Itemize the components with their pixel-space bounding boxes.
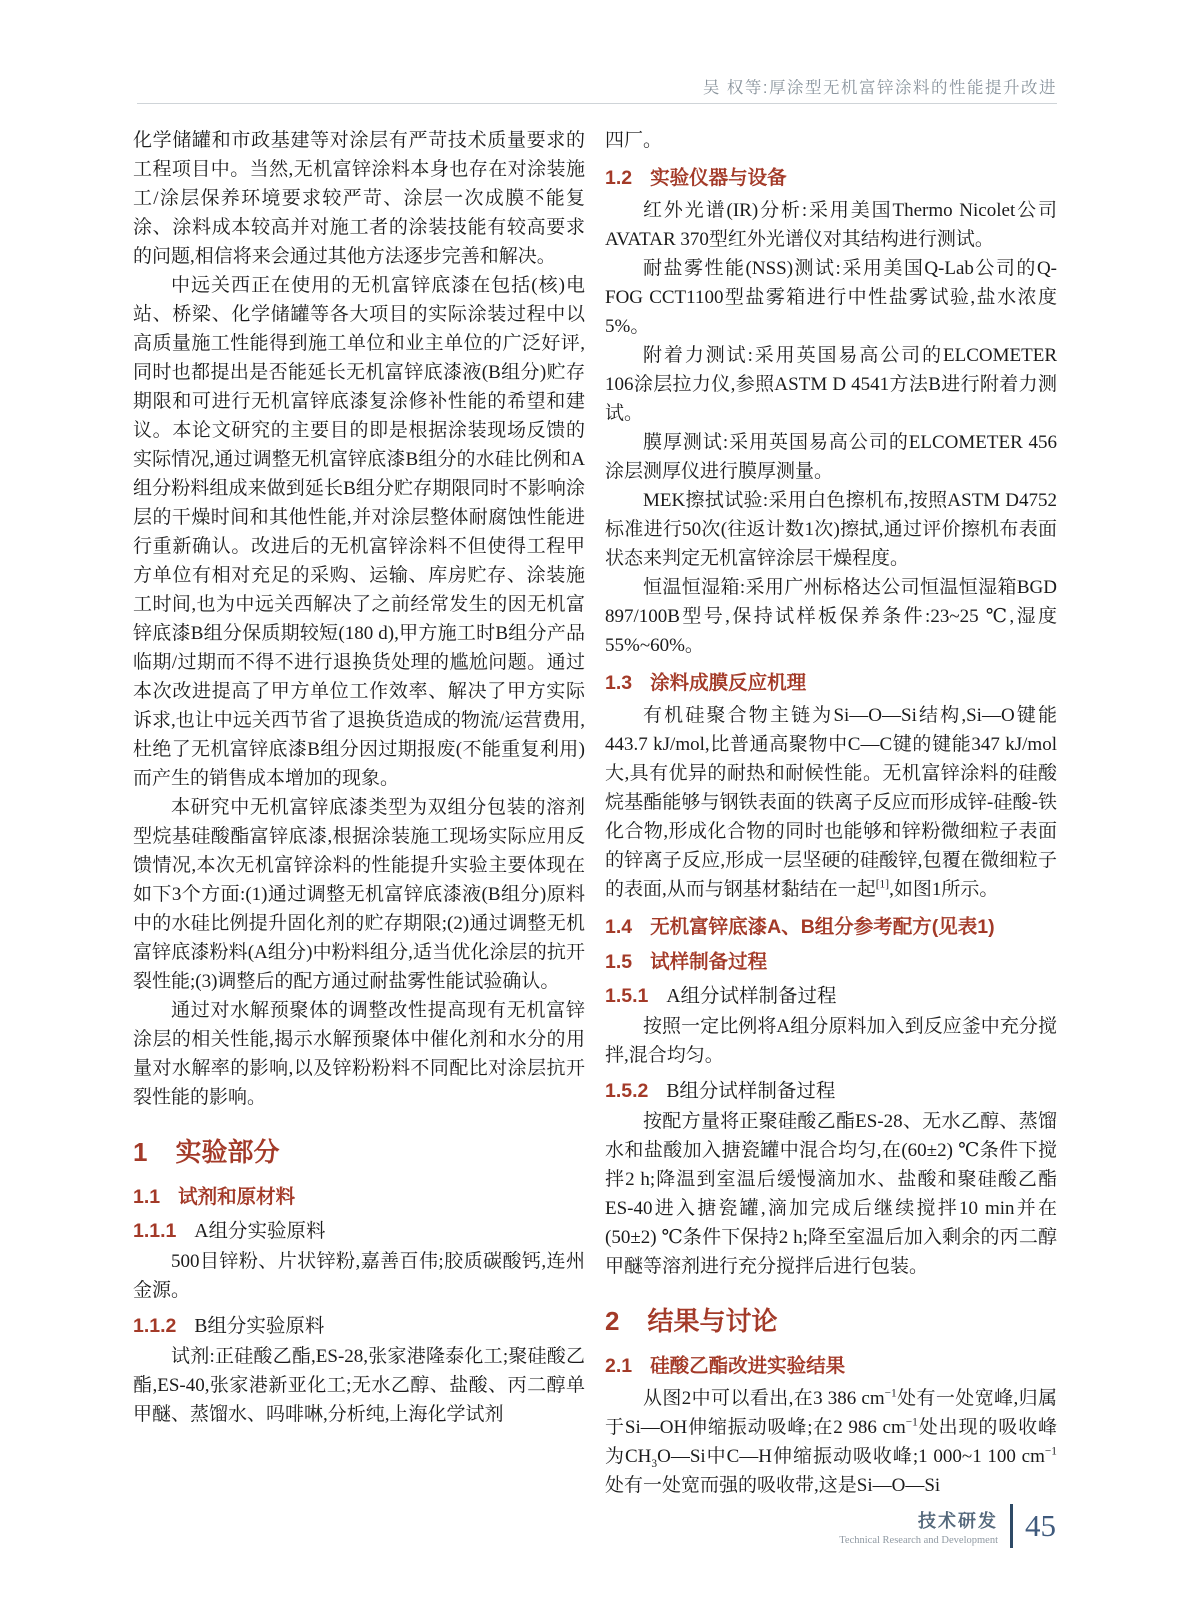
section-number: 1.3	[605, 672, 633, 694]
section-heading-2	[605, 1301, 1057, 1338]
right-column	[605, 126, 1057, 1500]
section-heading-1-1-2	[133, 1310, 585, 1338]
running-header: 吴 权等:厚涂型无机富锌涂料的性能提升改进	[702, 79, 1057, 97]
section-heading-1-2	[605, 162, 1057, 190]
section-title: 试剂和原材料	[178, 1186, 296, 1208]
section-number: 1.5.2	[605, 1080, 649, 1102]
paragraph-text: 从图2中可以看出,在3 386 cm	[643, 1388, 885, 1409]
paragraph-text: O—Si中C—H伸缩振动吸收峰;1 000~1 100 cm	[657, 1446, 1045, 1467]
section-title: 涂料成膜反应机理	[650, 672, 807, 694]
section-title: 无机富锌底漆A、B组分参考配方(见表1)	[650, 916, 995, 938]
section-number: 1.1.1	[133, 1220, 177, 1242]
paragraph-text: 处有一处宽而强的吸收带,这是Si—O—Si	[605, 1475, 941, 1496]
paragraph: 耐盐雾性能(NSS)测试:采用美国Q-Lab公司的Q-FOG CCT1100型盐雾箱进行中性盐雾试验,盐水浓度5%。	[605, 258, 1057, 337]
paragraph: 附着力测试:采用英国易高公司的ELCOMETER 106涂层拉力仪,参照ASTM D 4541方法B进行附着力测试。	[605, 345, 1057, 424]
section-number: 1	[133, 1137, 148, 1167]
paragraph: 本研究中无机富锌底漆类型为双组分包装的溶剂型烷基硅酸酯富锌底漆,根据涂装施工现场实际应用反馈情况,本次无机富锌涂料的性能提升实验主要体现在如下3个方面:(1)通过调整无机富锌底漆液(B组分)原料中的水硅比例提升固化剂的贮存期限;(2)通过调整无机富锌底漆粉料(A组分)中粉料组分,适当优化涂层的抗开裂性能;(3)调整后的配方通过耐盐雾性能试验确认。	[133, 797, 585, 992]
section-title: B组分实验原料	[194, 1316, 325, 1337]
footer-section-en: Technical Research and Development	[839, 1534, 998, 1546]
superscript: −1	[884, 1387, 897, 1400]
paragraph: MEK擦拭试验:采用白色擦机布,按照ASTM D4752标准进行50次(往返计数1次)擦拭,通过评价擦机布表面状态来判定无机富锌涂层干燥程度。	[605, 490, 1057, 569]
paragraph	[605, 1384, 1057, 1500]
paragraph-text: 处有一处宽峰,归属于Si—OH伸缩振动吸峰;在2 986 cm	[605, 1388, 1057, 1438]
footer-divider-bar	[1010, 1504, 1013, 1548]
section-heading-1-5-2	[605, 1075, 1057, 1103]
section-number: 2	[605, 1306, 620, 1336]
section-number: 1.5	[605, 951, 633, 973]
section-title: A组分实验原料	[194, 1221, 326, 1242]
header-rule	[137, 103, 1057, 104]
superscript: −1	[905, 1416, 918, 1429]
section-number: 1.5.1	[605, 985, 649, 1007]
section-heading-1	[133, 1132, 585, 1169]
paragraph-text: 有机硅聚合物主链为Si—O—Si结构,Si—O键能443.7 kJ/mol,比普通高聚物中C—C键的键能347 kJ/mol大,具有优异的耐热和耐候性能。无机富锌涂料的硅酸烷基酯能够与钢铁表面的铁离子反应而形成锌-硅酸-铁化合物,形成化合物的同时也能够和锌粉微细粒子表面的锌离子反应,形成一层坚硬的硅酸锌,包覆在微细粒子的表面,从而与钢基材黏结在一起	[605, 705, 1057, 900]
paragraph-text: ,如图1所示。	[889, 879, 999, 900]
body-columns	[133, 126, 1057, 1500]
paragraph: 四厂。	[605, 130, 663, 151]
paragraph: 按配方量将正聚硅酸乙酯ES-28、无水乙醇、蒸馏水和盐酸加入搪瓷罐中混合均匀,在(60±2) ℃条件下搅拌2 h;降温到室温后缓慢滴加水、盐酸和聚硅酸乙酯ES-40进入搪瓷罐,滴加完成后继续搅拌10 min并在(50±2) ℃条件下保持2 h;降至室温后加入剩余的丙二醇甲醚等溶剂进行充分搅拌后进行包装。	[605, 1111, 1057, 1277]
section-title: 硅酸乙酯改进实验结果	[650, 1355, 846, 1377]
page-number: 45	[1025, 1508, 1056, 1543]
section-heading-2-1	[605, 1350, 1057, 1378]
paragraph: 试剂:正硅酸乙酯,ES-28,张家港隆泰化工;聚硅酸乙酯,ES-40,张家港新亚化工;无水乙醇、盐酸、丙二醇单甲醚、蒸馏水、吗啡啉,分析纯,上海化学试剂	[133, 1346, 585, 1425]
section-heading-1-4	[605, 911, 1057, 939]
paragraph: 500目锌粉、片状锌粉,嘉善百伟;胶质碳酸钙,连州金源。	[133, 1251, 585, 1301]
section-heading-1-5	[605, 946, 1057, 974]
footer-section-labels	[839, 1507, 998, 1546]
paragraph: 按照一定比例将A组分原料加入到反应釜中充分搅拌,混合均匀。	[605, 1016, 1057, 1066]
left-column	[133, 126, 585, 1500]
paragraph-text: 处出现的吸收峰为CH	[605, 1417, 1057, 1467]
section-title: 实验部分	[175, 1137, 280, 1167]
section-heading-1-1	[133, 1181, 585, 1209]
section-heading-1-3	[605, 667, 1057, 695]
section-heading-1-5-1	[605, 980, 1057, 1008]
section-title: 实验仪器与设备	[650, 167, 787, 189]
section-number: 1.2	[605, 167, 633, 189]
section-title: B组分试样制备过程	[666, 1081, 836, 1102]
paragraph: 膜厚测试:采用英国易高公司的ELCOMETER 456涂层测厚仪进行膜厚测量。	[605, 432, 1057, 482]
section-number: 1.4	[605, 916, 633, 938]
superscript: −1	[1044, 1445, 1057, 1458]
paragraph	[605, 701, 1057, 904]
paragraph: 红外光谱(IR)分析:采用美国Thermo Nicolet公司AVATAR 370型红外光谱仪对其结构进行测试。	[605, 200, 1057, 250]
section-title: A组分试样制备过程	[666, 986, 837, 1007]
section-heading-1-1-1	[133, 1215, 585, 1243]
section-number: 2.1	[605, 1355, 633, 1377]
page-footer	[839, 1504, 1056, 1548]
section-number: 1.1.2	[133, 1315, 177, 1337]
citation-ref: [1]	[875, 878, 890, 891]
section-title: 试样制备过程	[650, 951, 768, 973]
footer-section-cn: 技术研发	[918, 1510, 998, 1531]
section-number: 1.1	[133, 1186, 161, 1208]
paragraph: 中远关西正在使用的无机富锌底漆在包括(核)电站、桥梁、化学储罐等各大项目的实际涂装过程中以高质量施工性能得到施工单位和业主单位的广泛好评,同时也都提出是否能延长无机富锌底漆液(B组分)贮存期限和可进行无机富锌底漆复涂修补性能的希望和建议。本论文研究的主要目的即是根据涂装现场反馈的实际情况,通过调整无机富锌底漆B组分的水硅比例和A组分粉料组成来做到延长B组分贮存期限同时不影响涂层的干燥时间和其他性能,并对涂层整体耐腐蚀性能进行重新确认。改进后的无机富锌涂料不但使得工程甲方单位有相对充足的采购、运输、库房贮存、涂装施工时间,也为中远关西解决了之前经常发生的因无机富锌底漆B组分保质期较短(180 d),甲方施工时B组分产品临期/过期而不得不进行退换货处理的尴尬问题。通过本次改进提高了甲方单位工作效率、解决了甲方实际诉求,也让中远关西节省了退换货造成的物流/运营费用,杜绝了无机富锌底漆B组分因过期报废(不能重复利用)而产生的销售成本增加的现象。	[133, 275, 585, 789]
section-title: 结果与讨论	[647, 1306, 778, 1336]
paragraph: 恒温恒湿箱:采用广州标格达公司恒温恒湿箱BGD 897/100B型号,保持试样板保养条件:23~25 ℃,湿度55%~60%。	[605, 577, 1057, 656]
paragraph: 通过对水解预聚体的调整改性提高现有无机富锌涂层的相关性能,揭示水解预聚体中催化剂和水分的用量对水解率的影响,以及锌粉粉料不同配比对涂层抗开裂性能的影响。	[133, 1000, 585, 1108]
subscript: 3	[651, 1457, 658, 1470]
paragraph: 化学储罐和市政基建等对涂层有严苛技术质量要求的工程项目中。当然,无机富锌涂料本身也存在对涂装施工/涂层保养环境要求较严苛、涂层一次成膜不能复涂、涂料成本较高并对施工者的涂装技能有较高要求的问题,相信将来会通过其他方法逐步完善和解决。	[133, 130, 585, 267]
